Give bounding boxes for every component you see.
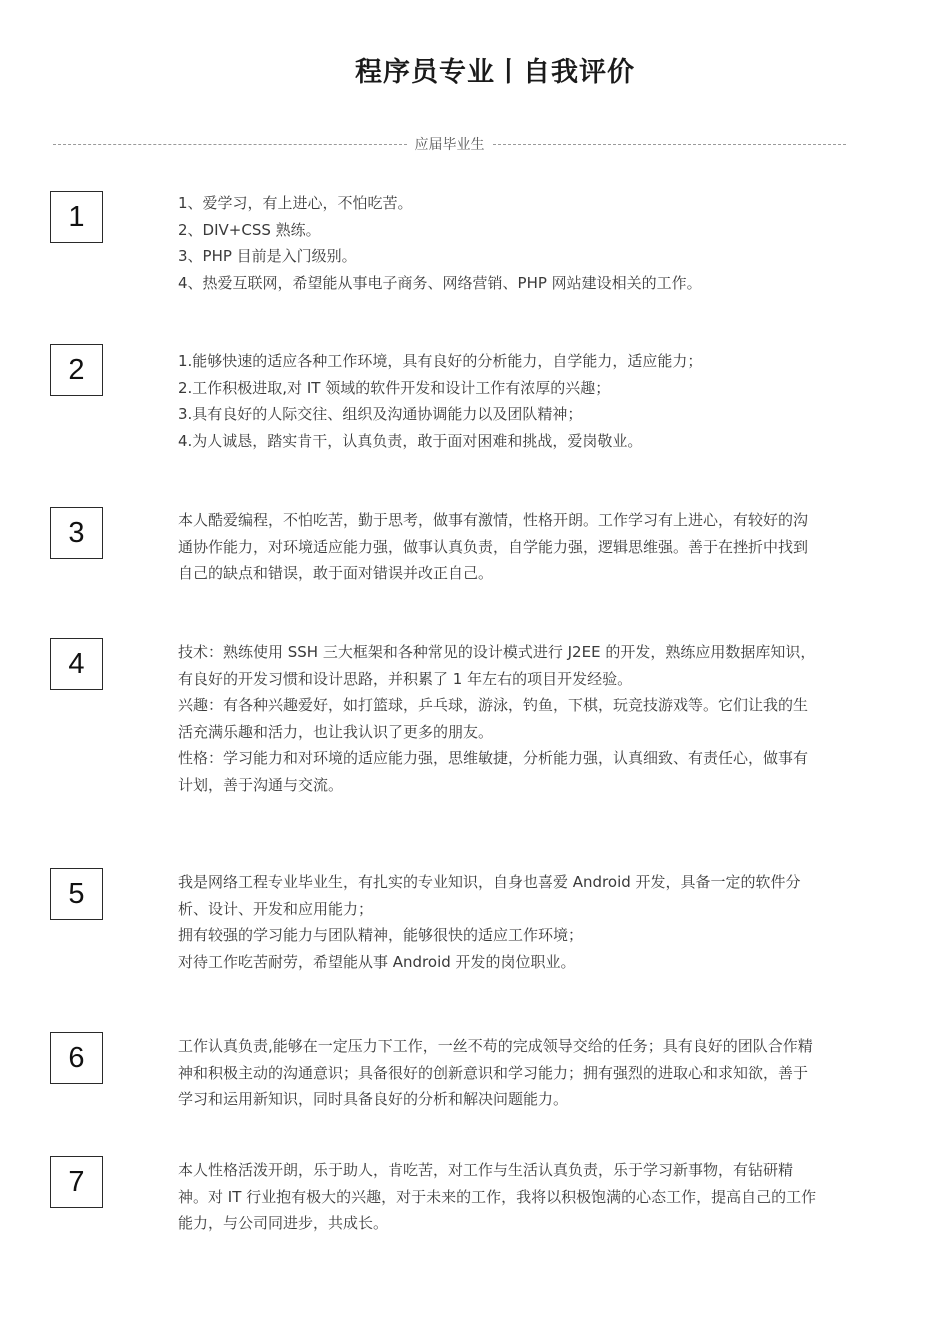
entry-line: 2.工作积极进取,对 IT 领域的软件开发和设计工作有浓厚的兴趣； [178, 378, 611, 397]
entry-number-box: 3 [50, 507, 103, 559]
entry-line: 1.能够快速的适应各种工作环境，具有良好的分析能力，自学能力，适应能力； [178, 352, 703, 370]
entry-line: 本人酷爱编程，不怕吃苦，勤于思考，做事有激情，性格开朗。工作学习有上进心，有较好的沟通协作能力，对环境适应能力强，做事认真负责，自学能力强，逻辑思维强。善于在挫折中找到自己的缺点和错误，敢于面对错误并改正自己。 [178, 511, 809, 582]
entry-text [178, 639, 818, 798]
subtitle: 应届毕业生 [414, 137, 485, 153]
entry-line: 本人性格活泼开朗，乐于助人，肯吃苦，对工作与生活认真负责，乐于学习新事物，有钻研精神。对 IT 行业抱有极大的兴趣，对于未来的工作，我将以积极饱满的心态工作，提高自己的工作能力，与公司同进步，共成长。 [178, 1161, 817, 1232]
subtitle-divider [53, 133, 846, 155]
entry-line: 对待工作吃苦耐劳，希望能从事 Android 开发的岗位职业。 [178, 952, 576, 971]
entry-line: 技术：熟练使用 SSH 三大框架和各种常见的设计模式进行 J2EE 的开发，熟练应用数据库知识，有良好的开发习惯和设计思路，并积累了 1 年左右的项目开发经验。 [178, 643, 816, 688]
entry-number-box: 1 [50, 191, 103, 243]
entry-line: 工作认真负责,能够在一定压力下工作，一丝不苟的完成领导交给的任务；具有良好的团队合作精神和积极主动的沟通意识；具备很好的创新意识和学习能力；拥有强烈的进取心和求知欲，善于学习和运用新知识，同时具备良好的分析和解决问题能力。 [178, 1037, 813, 1108]
entry-text [178, 190, 818, 296]
entry-text [178, 869, 818, 975]
entry-line: 兴趣：有各种兴趣爱好，如打篮球，乒乓球，游泳，钓鱼，下棋，玩竞技游戏等。它们让我的生活充满乐趣和活力，也让我认识了更多的朋友。 [178, 696, 809, 741]
entry-line: 拥有较强的学习能力与团队精神，能够很快的适应工作环境； [178, 926, 584, 944]
entry-text [178, 507, 818, 587]
entry-line: 2、DIV+CSS 熟练。 [178, 220, 321, 239]
entry-text [178, 1157, 818, 1237]
entry-text [178, 1033, 818, 1113]
entry-number-box: 2 [50, 344, 103, 396]
entry-line: 1、爱学习，有上进心，不怕吃苦。 [178, 194, 413, 212]
dashed-line-right [493, 144, 847, 145]
entry-line: 我是网络工程专业毕业生，有扎实的专业知识，自身也喜爱 Android 开发，具备一定的软件分析、设计、开发和应用能力； [178, 873, 801, 918]
entry-number-box: 5 [50, 868, 103, 920]
entry-number-box: 6 [50, 1032, 103, 1084]
entry-text [178, 348, 818, 454]
entry-line: 3、PHP 目前是入门级别。 [178, 247, 357, 265]
entry-line: 4.为人诚恳，踏实肯干，认真负责，敢于面对困难和挑战，爱岗敬业。 [178, 431, 643, 450]
entry-number-box: 7 [50, 1156, 103, 1208]
page-title: 程序员专业丨自我评价 [355, 57, 635, 88]
entry-line: 性格：学习能力和对环境的适应能力强，思维敏捷，分析能力强，认真细致、有责任心，做事有计划，善于沟通与交流。 [178, 749, 809, 794]
entry-line: 3.具有良好的人际交往、组织及沟通协调能力以及团队精神； [178, 405, 583, 423]
entry-line: 4、热爱互联网，希望能从事电子商务、网络营销、PHP 网站建设相关的工作。 [178, 273, 702, 292]
entry-number-box: 4 [50, 638, 103, 690]
dashed-line-left [53, 144, 407, 145]
